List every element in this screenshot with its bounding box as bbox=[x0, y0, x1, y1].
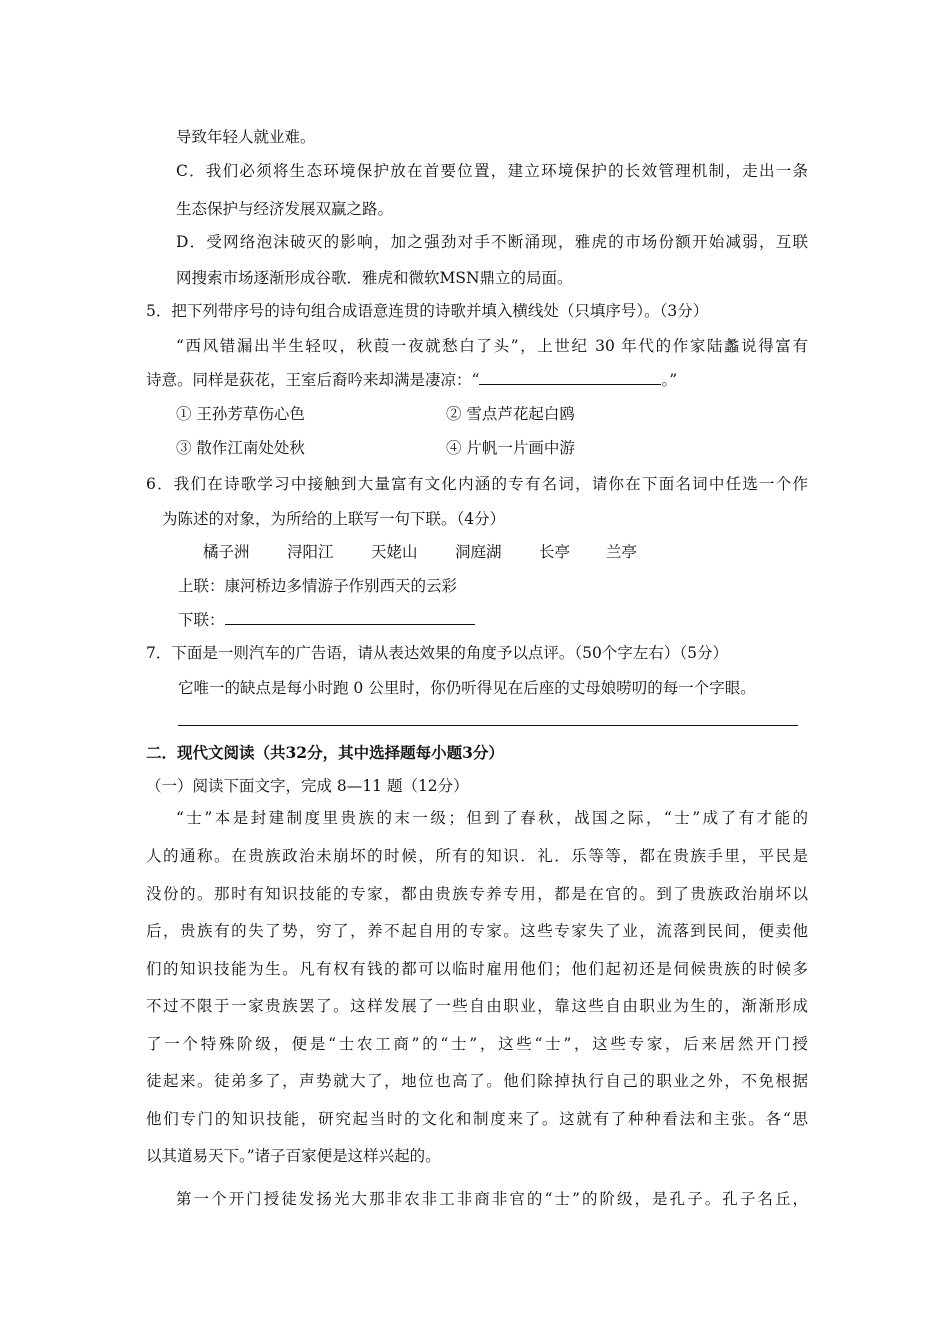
q4-option-d-line2: 网搜索市场逐渐形成谷歌．雅虎和微软MSN鼎立的局面。 bbox=[176, 269, 573, 287]
q4-option-d-line1: D．受网络泡沫破灭的影响，加之强劲对手不断涌现，雅虎的市场份额开始减弱，互联 bbox=[176, 233, 808, 251]
q5-passage-line1: “西风错漏出半生轻叹，秋葭一夜就愁白了头”，上世纪 30 年代的作家陆蠡说得富有 bbox=[176, 337, 808, 355]
q6-name: 兰亭 bbox=[606, 543, 638, 561]
q4-option-c-line1: C．我们必须将生态环境保护放在首要位置，建立环境保护的长效管理机制，走出一条 bbox=[176, 162, 808, 180]
q5-passage-before-blank: 诗意。同样是荻花，王室后裔吟来却满是凄凉：“ bbox=[146, 371, 480, 389]
q6-name: 长亭 bbox=[539, 543, 571, 561]
q4-option-c-line2: 生态保护与经济发展双赢之路。 bbox=[176, 200, 394, 218]
q5-option-2: ② 雪点芦花起白鸥 bbox=[446, 405, 575, 423]
q6-name: 洞庭湖 bbox=[455, 543, 502, 561]
passage-line: 们的知识技能为生。凡有权有钱的都可以临时雇用他们；他们起初还是伺候贵族的时候多 bbox=[146, 960, 808, 978]
q7-answer-line[interactable] bbox=[178, 725, 798, 726]
passage-line: 后，贵族有的失了势，穷了，养不起自用的专家。这些专家失了业，流落到民间，便卖他 bbox=[146, 922, 808, 940]
q5-passage-line2 bbox=[146, 369, 677, 391]
q6-name: 橘子洲 bbox=[203, 543, 250, 561]
q7-stem: 7．下面是一则汽车的广告语，请从表达效果的角度予以点评。（50个字左右）（5分） bbox=[146, 644, 728, 662]
q7-ad-slogan: 它唯一的缺点是每小时跑 0 公里时，你仍听得见在后座的丈母娘唠叨的每一个字眼。 bbox=[178, 679, 756, 697]
q5-option-3: ③ 散作江南处处秋 bbox=[176, 439, 305, 457]
passage-line: 不过不限于一家贵族罢了。这样发展了一些自由职业，靠这些自由职业为生的，渐渐形成 bbox=[146, 997, 808, 1015]
passage-line: 没份的。那时有知识技能的专家，都由贵族专养专用，都是在官的。到了贵族政治崩坏以 bbox=[146, 885, 808, 903]
passage-line: “士”本是封建制度里贵族的末一级；但到了春秋，战国之际，“士”成了有才能的 bbox=[176, 809, 808, 827]
passage-para2-line: 第一个开门授徒发扬光大那非农非工非商非官的“士”的阶级，是孔子。孔子名丘， bbox=[176, 1190, 808, 1208]
q5-stem: 5．把下列带序号的诗句组合成语意连贯的诗歌并填入横线处（只填序号）。（3分） bbox=[146, 302, 709, 320]
passage-line: 了一个特殊阶级，便是“士农工商”的“士”，这些“士”，这些专家，后来居然开门授 bbox=[146, 1035, 808, 1053]
q6-stem-line1: 6．我们在诗歌学习中接触到大量富有文化内涵的专有名词，请你在下面名词中任选一个作 bbox=[146, 475, 808, 493]
q6-name: 浔阳江 bbox=[287, 543, 334, 561]
passage-line: 人的通称。在贵族政治未崩坏的时候，所有的知识．礼．乐等等，都在贵族手里，平民是 bbox=[146, 847, 808, 865]
q6-lower-couplet bbox=[178, 609, 475, 631]
passage-line: 他们专门的知识技能，研究起当时的文化和制度来了。这就有了种种看法和主张。各“思 bbox=[146, 1110, 808, 1128]
passage-line: 徒起来。徒弟多了，声势就大了，地位也高了。他们除掉执行自己的职业之外，不免根据 bbox=[146, 1072, 808, 1090]
section2-heading: 二．现代文阅读（共32分，其中选择题每小题3分） bbox=[146, 743, 504, 762]
q5-answer-blank[interactable] bbox=[479, 370, 661, 385]
passage-line: 以其道易天下。”诸子百家便是这样兴起的。 bbox=[146, 1147, 441, 1165]
q6-name: 天姥山 bbox=[371, 543, 418, 561]
q6-name-list bbox=[203, 541, 637, 563]
q6-upper-couplet: 上联：康河桥边多情游子作别西天的云彩 bbox=[178, 577, 458, 595]
q6-stem-line2: 为陈述的对象，为所给的上联写一句下联。（4分） bbox=[162, 510, 506, 528]
q6-lower-answer-blank[interactable] bbox=[225, 610, 475, 625]
section2-subheading: （一）阅读下面文字，完成 8—11 题（12分） bbox=[146, 777, 469, 795]
q5-passage-after-blank: 。” bbox=[661, 371, 678, 389]
q5-option-1: ① 王孙芳草伤心色 bbox=[176, 405, 305, 423]
q6-lower-label: 下联： bbox=[178, 611, 225, 629]
q5-option-4: ④ 片帆一片画中游 bbox=[446, 439, 575, 457]
q4-option-b-tail: 导致年轻人就业难。 bbox=[176, 128, 316, 146]
